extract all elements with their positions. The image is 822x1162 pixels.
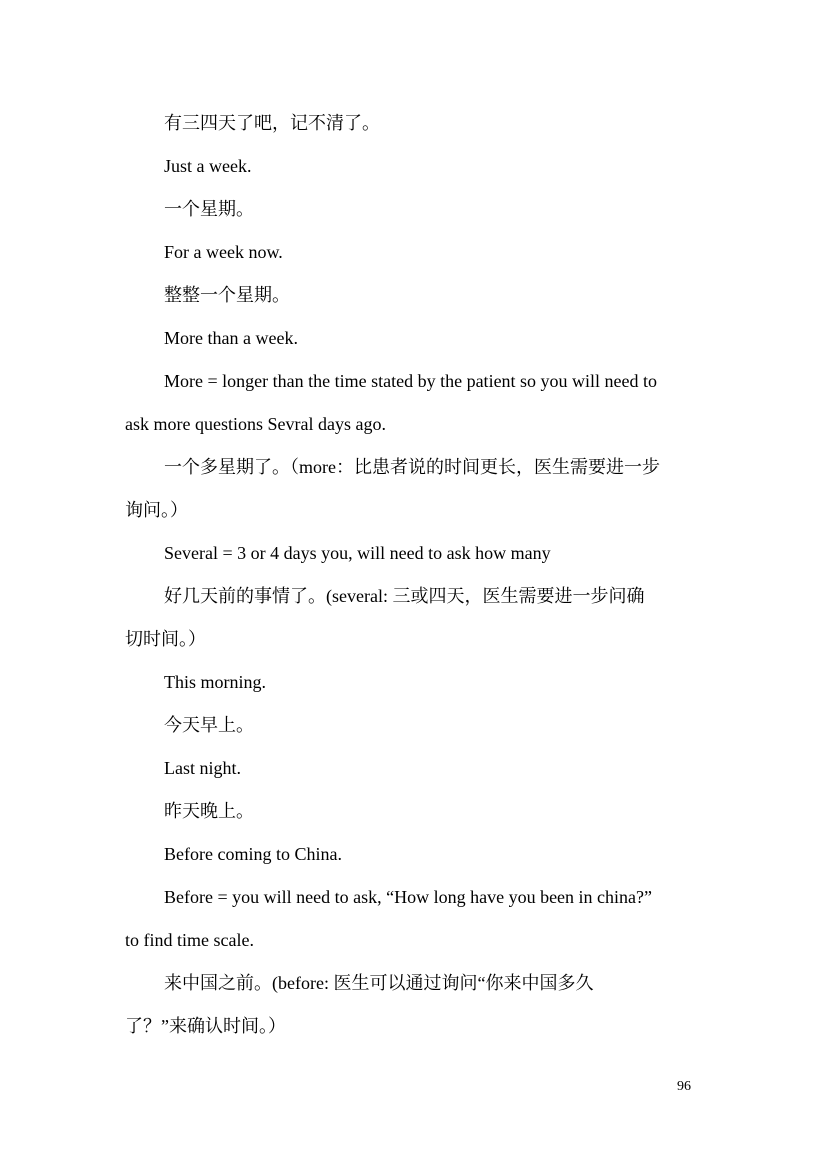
text-line: Before coming to China. [164,844,342,864]
text-line: 好几天前的事情了。(several: 三或四天，医生需要进一步问确 [164,586,645,606]
text-line: 询问。） [125,500,188,520]
text-line: 切时间。） [125,629,206,649]
text-line: 了？”来确认时间。） [125,1016,286,1036]
text-line: 一个多星期了。（more：比患者说的时间更长，医生需要进一步 [164,457,660,477]
text-line: 有三四天了吧，记不清了。 [164,113,380,133]
text-line: 昨天晚上。 [164,801,254,821]
text-line: 整整一个星期。 [164,285,290,305]
text-line: Before = you will need to ask, “How long have you been in china?” [164,887,653,907]
text-line: More = longer than the time stated by the patient so you will need to [164,371,658,391]
text-line: More than a week. [164,328,298,348]
text-line: Just a week. [164,156,252,176]
text-line: For a week now. [164,242,283,262]
text-line: Last night. [164,758,241,778]
text-line: Several = 3 or 4 days you, will need to ask how many [164,543,551,563]
text-line: 今天早上。 [164,715,254,735]
text-line: ask more questions Sevral days ago. [125,414,386,434]
text-line: to find time scale. [125,930,254,950]
text-line: 来中国之前。(before: 医生可以通过询问“你来中国多久 [164,973,594,993]
text-line: This morning. [164,672,266,692]
text-line: 一个星期。 [164,199,254,219]
page-number: 96 [677,1079,691,1094]
